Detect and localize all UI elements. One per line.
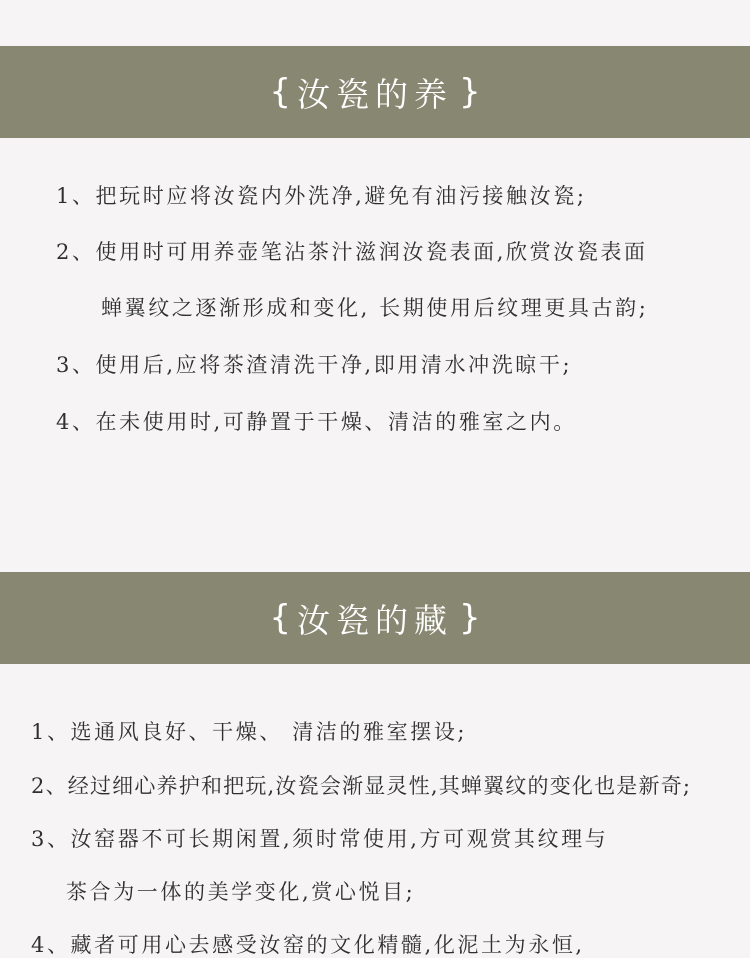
right-brace: } xyxy=(459,72,481,112)
collect-line-2: 2、经过细心养护和把玩,汝瓷会渐显灵性,其蝉翼纹的变化也是新奇; xyxy=(31,774,692,798)
collect-line-3: 3、汝窑器不可长期闲置,须时常使用,方可观赏其纹理与 xyxy=(31,827,609,851)
collect-line-3-continued: 茶合为一体的美学变化,赏心悦目; xyxy=(66,880,416,904)
left-brace: { xyxy=(269,72,291,112)
collect-line-1: 1、选通风良好、干燥、 清洁的雅室摆设; xyxy=(31,720,468,744)
section-collect-banner xyxy=(0,572,750,664)
care-line-3: 3、使用后,应将茶渣清洗干净,即用清水冲洗晾干; xyxy=(56,353,573,377)
section-care-banner xyxy=(0,46,750,138)
section-collect-title xyxy=(263,595,486,642)
right-brace: } xyxy=(459,598,481,638)
care-line-2-continued: 蝉翼纹之逐渐形成和变化, 长期使用后纹理更具古韵; xyxy=(101,296,649,320)
care-line-2: 2、使用时可用养壶笔沾茶汁滋润汝瓷表面,欣赏汝瓷表面 xyxy=(56,240,648,264)
left-brace: { xyxy=(269,598,291,638)
collect-line-4: 4、藏者可用心去感受汝窑的文化精髓,化泥土为永恒, xyxy=(31,933,585,957)
section-care-title xyxy=(263,69,486,116)
section-collect-title-text: 汝瓷的藏 xyxy=(297,600,453,640)
care-line-1: 1、把玩时应将汝瓷内外洗净,避免有油污接触汝瓷; xyxy=(56,184,587,208)
care-line-4: 4、在未使用时,可静置于干燥、清洁的雅室之内。 xyxy=(56,410,577,434)
section-care-title-text: 汝瓷的养 xyxy=(297,74,453,114)
